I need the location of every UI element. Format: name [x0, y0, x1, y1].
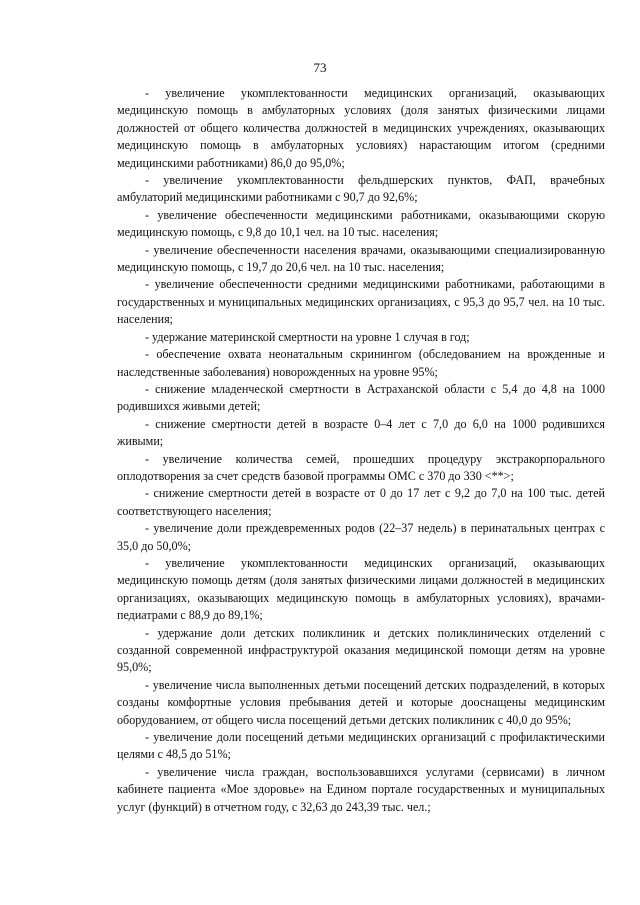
- list-item: - удержание доли детских поликлиник и детских поликлинических отделений с созданной современной инфраструктурой оказания медицинской помощи детям на уровне 95,0%;: [117, 625, 605, 675]
- list-item: - удержание материнской смертности на уровне 1 случая в год;: [145, 329, 470, 344]
- list-item: - увеличение количества семей, прошедших процедуру экстракорпорального оплодотворения за счет средств базовой программы ОМС с 370 до 330 <**>;: [117, 451, 605, 483]
- list-item: - увеличение доли преждевременных родов (22–37 недель) в перинатальных центрах с 35,0 до 50,0%;: [117, 521, 605, 553]
- list-item: - увеличение укомплектованности медицинских организаций, оказывающих медицинскую помощь в амбулаторных условиях (доля занятых физическими лицами должностей от общего количества должностей в медицинских учреждениях, оказывающих медицинскую помощь в амбулаторных условиях) нарастающим итогом (средними медицинскими работниками) 86,0 до 95,0%;: [117, 86, 605, 170]
- list-item: - увеличение укомплектованности медицинских организаций, оказывающих медицинскую помощь детям (доля занятых физическими лицами должностей в медицинских организациях, оказывающих медицинскую помощь в амбулаторных условиях), врачами-педиатрами с 88,9 до 89,1%;: [117, 555, 605, 623]
- list-item: - обеспечение охвата неонатальным скринингом (обследованием на врожденные и наследственные заболевания) новорожденных на уровне 95%;: [117, 347, 605, 379]
- list-item: - снижение смертности детей в возрасте от 0 до 17 лет с 9,2 до 7,0 на 100 тыс. детей соответствующего населения;: [117, 486, 605, 518]
- page-number: 73: [313, 60, 327, 75]
- list-item: - увеличение обеспеченности средними медицинскими работниками, работающими в государственных и муниципальных медицинских организациях, с 95,3 до 95,7 чел. на 10 тыс. населения;: [117, 277, 605, 327]
- list-item: - увеличение обеспеченности медицинскими работниками, оказывающими скорую медицинскую помощь, с 9,8 до 10,1 чел. на 10 тыс. населения;: [117, 207, 605, 240]
- document-body: [117, 85, 605, 816]
- list-item: - увеличение укомплектованности фельдшерских пунктов, ФАП, врачебных амбулаторий медицинскими работниками с 90,7 до 92,6%;: [117, 173, 605, 205]
- list-item: - увеличение обеспеченности населения врачами, оказывающими специализированную медицинскую помощь, с 19,7 до 20,6 чел. на 10 тыс. населения;: [117, 242, 605, 275]
- list-item: - снижение смертности детей в возрасте 0–4 лет с 7,0 до 6,0 на 1000 родившихся живыми;: [117, 416, 605, 449]
- list-item: - увеличение доли посещений детьми медицинских организаций с профилактическими целями с 48,5 до 51%;: [117, 730, 605, 762]
- list-item: - увеличение числа граждан, воспользовавшихся услугами (сервисами) в личном кабинете пациента «Мое здоровье» на Едином портале государственных и муниципальных услуг (функций) в отчетном году, с 32,63 до 243,39 тыс. чел.;: [117, 764, 605, 814]
- list-item: - увеличение числа выполненных детьми посещений детских подразделений, в которых созданы комфортные условия пребывания детей и которые дооснащены медицинским оборудованием, от общего числа посещений детьми детских поликлиник с 40,0 до 95%;: [117, 677, 605, 727]
- list-item: - снижение младенческой смертности в Астраханской области с 5,4 до 4,8 на 1000 родившихся живыми детей;: [117, 381, 605, 414]
